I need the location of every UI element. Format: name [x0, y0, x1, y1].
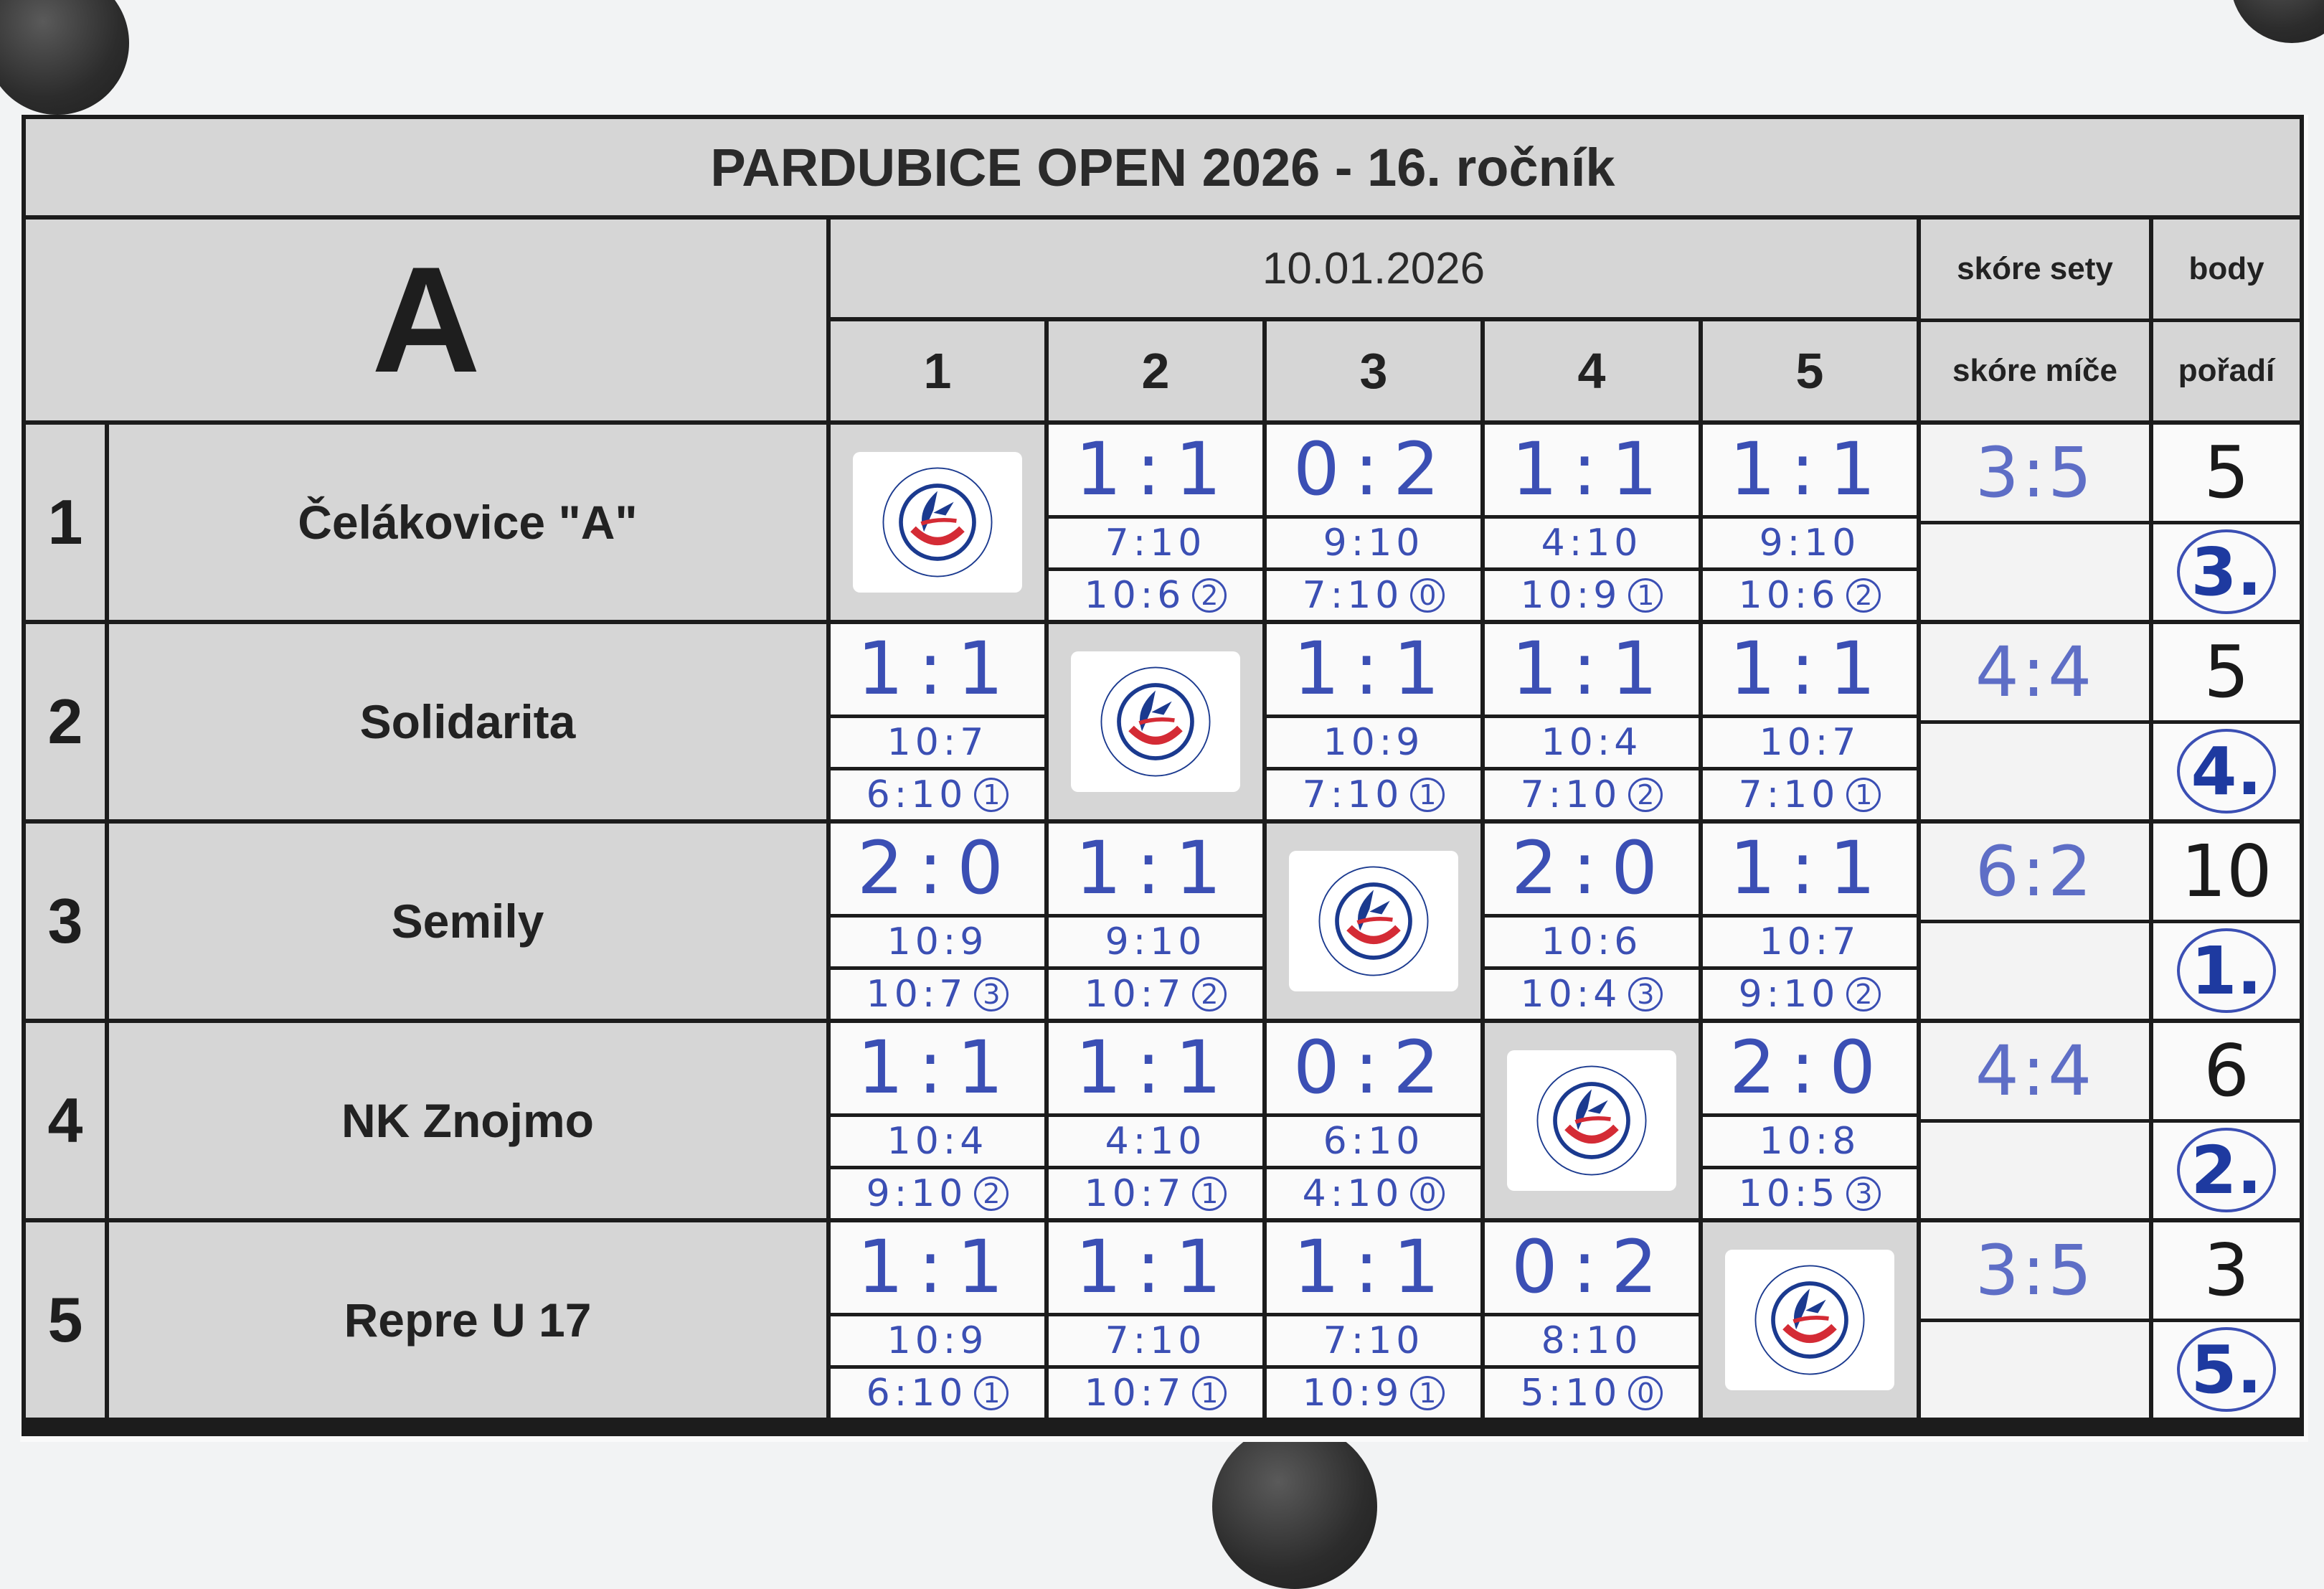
- match-order-badge: 1: [1410, 778, 1445, 812]
- match-result-cell: [1049, 824, 1262, 1019]
- set2-score: 10:7: [1084, 1171, 1186, 1215]
- points-box: [2153, 1222, 2300, 1319]
- match-sets-score: 1:1: [1703, 425, 1917, 515]
- set2-row: [1267, 571, 1480, 620]
- set2-row: [1485, 970, 1699, 1019]
- score-cell: [1921, 1222, 2149, 1418]
- match-result-cell: [831, 624, 1044, 819]
- points-rank-cell: [2153, 1023, 2300, 1218]
- header-balls: skóre míče: [1921, 322, 2149, 421]
- set2-score: 10:7: [1084, 972, 1186, 1016]
- sets-score-total: 3:5: [1921, 425, 2149, 521]
- points-rank-cell: [2153, 824, 2300, 1019]
- set1-score: 8:10: [1485, 1316, 1699, 1365]
- rank-box: [2153, 724, 2300, 820]
- set1-score: 10:9: [831, 918, 1044, 966]
- rank-box: [2153, 1322, 2300, 1418]
- match-result-cell: [1267, 1222, 1480, 1418]
- set2-row: [1703, 970, 1917, 1019]
- match-result-cell: [1267, 1023, 1480, 1218]
- match-sets-score: 1:1: [1049, 824, 1262, 914]
- balls-score-total: [1921, 923, 2149, 1019]
- points-box: [2153, 624, 2300, 720]
- set2-row: [831, 770, 1044, 819]
- set2-score: 4:10: [1302, 1171, 1404, 1215]
- column-header-5: 5: [1703, 321, 1917, 420]
- match-result-cell: [1049, 1222, 1262, 1418]
- match-sets-score: 1:1: [1267, 624, 1480, 715]
- set1-score: 9:10: [1267, 519, 1480, 567]
- points-rank-cell: [2153, 425, 2300, 620]
- score-cell: [1921, 425, 2149, 620]
- set1-score: 10:4: [831, 1117, 1044, 1166]
- set1-score: 10:4: [1485, 718, 1699, 767]
- match-result-cell: [1267, 425, 1480, 620]
- sets-score-total: 4:4: [1921, 1023, 2149, 1119]
- set2-score: 9:10: [1738, 972, 1840, 1016]
- set1-score: 9:10: [1049, 918, 1262, 966]
- diagonal-cell: [1049, 624, 1262, 819]
- set2-score: 5:10: [1520, 1371, 1622, 1415]
- header-points-rank: [2153, 220, 2300, 420]
- set1-score: 10:9: [831, 1316, 1044, 1365]
- match-sets-score: 1:1: [1703, 824, 1917, 914]
- match-result-cell: [831, 1222, 1044, 1418]
- sets-score-total: 4:4: [1921, 624, 2149, 720]
- row-number: 4: [26, 1023, 105, 1218]
- association-logo: [1289, 851, 1458, 991]
- match-result-cell: [1485, 824, 1699, 1019]
- match-order-badge: 3: [974, 977, 1009, 1012]
- match-sets-score: 1:1: [1703, 624, 1917, 715]
- match-sets-score: 2:0: [831, 824, 1044, 914]
- match-result-cell: [1703, 425, 1917, 620]
- set2-row: [1267, 770, 1480, 819]
- points-value: 6: [2203, 1029, 2249, 1113]
- balls-score-total: [1921, 1123, 2149, 1219]
- date-label: 10.01.2026: [831, 220, 1917, 317]
- match-sets-score: 0:2: [1485, 1222, 1699, 1313]
- set2-row: [1485, 571, 1699, 620]
- row-number: 1: [26, 425, 105, 620]
- match-sets-score: 1:1: [831, 1222, 1044, 1313]
- set2-row: [1049, 970, 1262, 1019]
- sets-score-total: 3:5: [1921, 1222, 2149, 1319]
- set2-row: [1703, 1169, 1917, 1218]
- match-order-badge: 2: [1192, 578, 1227, 613]
- score-cell: [1921, 624, 2149, 819]
- set2-row: [831, 970, 1044, 1019]
- match-sets-score: 1:1: [1485, 624, 1699, 715]
- set1-score: 10:6: [1485, 918, 1699, 966]
- set2-score: 10:6: [1084, 573, 1186, 617]
- match-sets-score: 2:0: [1703, 1023, 1917, 1113]
- team-name: Čelákovice "A": [109, 425, 826, 620]
- set2-score: 10:7: [866, 972, 968, 1016]
- column-header-3: 3: [1267, 321, 1480, 420]
- association-logo-icon: [1524, 1060, 1660, 1182]
- rank-value: 5.: [2177, 1327, 2276, 1412]
- points-rank-cell: [2153, 1222, 2300, 1418]
- points-value: 5: [2203, 630, 2249, 715]
- match-sets-score: 1:1: [1049, 425, 1262, 515]
- match-sets-score: 1:1: [1049, 1222, 1262, 1313]
- tournament-table: [22, 115, 2304, 1436]
- rank-value: 1.: [2177, 928, 2276, 1013]
- match-sets-score: 2:0: [1485, 824, 1699, 914]
- match-order-badge: 2: [974, 1177, 1009, 1211]
- rank-value: 2.: [2177, 1128, 2276, 1212]
- set2-row: [831, 1369, 1044, 1418]
- match-order-badge: 3: [1846, 1177, 1881, 1211]
- header-points: body: [2153, 220, 2300, 319]
- points-box: [2153, 824, 2300, 920]
- association-logo: [1725, 1250, 1894, 1390]
- match-result-cell: [1267, 624, 1480, 819]
- set1-score: 10:7: [1703, 718, 1917, 767]
- rank-value: 4.: [2177, 729, 2276, 814]
- team-name: NK Znojmo: [109, 1023, 826, 1218]
- set2-score: 10:7: [1084, 1371, 1186, 1415]
- points-value: 10: [2181, 829, 2272, 914]
- set2-score: 7:10: [1520, 773, 1622, 816]
- match-result-cell: [1485, 624, 1699, 819]
- association-logo-icon: [1305, 860, 1442, 982]
- association-logo: [1507, 1050, 1676, 1191]
- match-sets-score: 1:1: [831, 624, 1044, 715]
- diagonal-cell: [1485, 1023, 1699, 1218]
- set2-row: [1703, 571, 1917, 620]
- set1-score: 10:9: [1267, 718, 1480, 767]
- match-order-badge: 1: [1628, 578, 1663, 613]
- match-sets-score: 1:1: [1485, 425, 1699, 515]
- set2-score: 7:10: [1738, 773, 1840, 816]
- match-order-badge: 1: [1846, 778, 1881, 812]
- header-rank: pořadí: [2153, 322, 2300, 421]
- match-result-cell: [1703, 824, 1917, 1019]
- match-result-cell: [1703, 1023, 1917, 1218]
- match-result-cell: [831, 1023, 1044, 1218]
- association-logo: [853, 452, 1022, 593]
- set1-score: 7:10: [1049, 519, 1262, 567]
- team-name: Semily: [109, 824, 826, 1019]
- row-number: 5: [26, 1222, 105, 1418]
- set1-score: 10:7: [831, 718, 1044, 767]
- association-logo: [1071, 651, 1240, 792]
- balls-score-total: [1921, 724, 2149, 820]
- balls-score-total: [1921, 1322, 2149, 1418]
- rank-box: [2153, 524, 2300, 621]
- match-order-badge: 2: [1192, 977, 1227, 1012]
- match-order-badge: 0: [1628, 1376, 1663, 1410]
- set1-score: 4:10: [1049, 1117, 1262, 1166]
- match-order-badge: 0: [1410, 578, 1445, 613]
- set2-score: 10:9: [1302, 1371, 1404, 1415]
- match-sets-score: 1:1: [1049, 1023, 1262, 1113]
- association-logo-icon: [1742, 1259, 1878, 1381]
- team-name: Solidarita: [109, 624, 826, 819]
- set2-row: [1703, 770, 1917, 819]
- set1-score: 7:10: [1049, 1316, 1262, 1365]
- set2-row: [1267, 1369, 1480, 1418]
- points-value: 5: [2203, 430, 2249, 515]
- team-name: Repre U 17: [109, 1222, 826, 1418]
- set2-score: 6:10: [866, 1371, 968, 1415]
- group-label: A: [26, 220, 826, 420]
- match-result-cell: [1703, 624, 1917, 819]
- magnet-top-left: [0, 0, 129, 115]
- points-box: [2153, 1023, 2300, 1119]
- match-order-badge: 1: [1192, 1376, 1227, 1410]
- score-cell: [1921, 824, 2149, 1019]
- set1-score: 9:10: [1703, 519, 1917, 567]
- match-order-badge: 1: [974, 778, 1009, 812]
- set2-row: [1049, 1169, 1262, 1218]
- sets-score-total: 6:2: [1921, 824, 2149, 920]
- match-order-badge: 0: [1410, 1177, 1445, 1211]
- match-result-cell: [1049, 1023, 1262, 1218]
- match-order-badge: 2: [1846, 578, 1881, 613]
- set2-row: [1267, 1169, 1480, 1218]
- set1-score: 4:10: [1485, 519, 1699, 567]
- set1-score: 10:8: [1703, 1117, 1917, 1166]
- set2-score: 6:10: [866, 773, 968, 816]
- match-sets-score: 1:1: [831, 1023, 1044, 1113]
- balls-score-total: [1921, 524, 2149, 621]
- column-header-1: 1: [831, 321, 1044, 420]
- match-sets-score: 0:2: [1267, 1023, 1480, 1113]
- rank-box: [2153, 923, 2300, 1019]
- points-box: [2153, 425, 2300, 521]
- set2-score: 10:4: [1520, 972, 1622, 1016]
- set1-score: 10:7: [1703, 918, 1917, 966]
- match-sets-score: 1:1: [1267, 1222, 1480, 1313]
- rank-value: 3.: [2177, 529, 2276, 614]
- diagonal-cell: [1267, 824, 1480, 1019]
- page-title: PARDUBICE OPEN 2026 - 16. ročník: [26, 119, 2300, 215]
- match-result-cell: [831, 824, 1044, 1019]
- match-order-badge: 1: [1410, 1376, 1445, 1410]
- association-logo-icon: [869, 461, 1006, 583]
- set2-score: 7:10: [1302, 573, 1404, 617]
- match-result-cell: [1485, 1222, 1699, 1418]
- magnet-top-right: [2231, 0, 2324, 43]
- set2-score: 10:9: [1520, 573, 1622, 617]
- set2-row: [1049, 571, 1262, 620]
- set2-row: [1485, 770, 1699, 819]
- match-order-badge: 1: [1192, 1177, 1227, 1211]
- match-sets-score: 0:2: [1267, 425, 1480, 515]
- set1-score: 7:10: [1267, 1316, 1480, 1365]
- match-result-cell: [1049, 425, 1262, 620]
- points-value: 3: [2203, 1228, 2249, 1313]
- score-cell: [1921, 1023, 2149, 1218]
- set2-score: 7:10: [1302, 773, 1404, 816]
- set2-row: [1485, 1369, 1699, 1418]
- row-number: 3: [26, 824, 105, 1019]
- diagonal-cell: [1703, 1222, 1917, 1418]
- column-header-4: 4: [1485, 321, 1699, 420]
- match-order-badge: 2: [1846, 977, 1881, 1012]
- match-result-cell: [1485, 425, 1699, 620]
- magnet-bottom: [1212, 1424, 1377, 1589]
- match-order-badge: 2: [1628, 778, 1663, 812]
- association-logo-icon: [1087, 661, 1224, 783]
- rank-box: [2153, 1123, 2300, 1219]
- set2-row: [831, 1169, 1044, 1218]
- column-header-2: 2: [1049, 321, 1262, 420]
- match-order-badge: 3: [1628, 977, 1663, 1012]
- header-sets: skóre sety: [1921, 220, 2149, 319]
- set2-score: 10:6: [1738, 573, 1840, 617]
- set1-score: 6:10: [1267, 1117, 1480, 1166]
- header-score: [1921, 220, 2149, 420]
- set2-score: 10:5: [1738, 1171, 1840, 1215]
- set2-score: 9:10: [866, 1171, 968, 1215]
- diagonal-cell: [831, 425, 1044, 620]
- points-rank-cell: [2153, 624, 2300, 819]
- match-order-badge: 1: [974, 1376, 1009, 1410]
- row-number: 2: [26, 624, 105, 819]
- set2-row: [1049, 1369, 1262, 1418]
